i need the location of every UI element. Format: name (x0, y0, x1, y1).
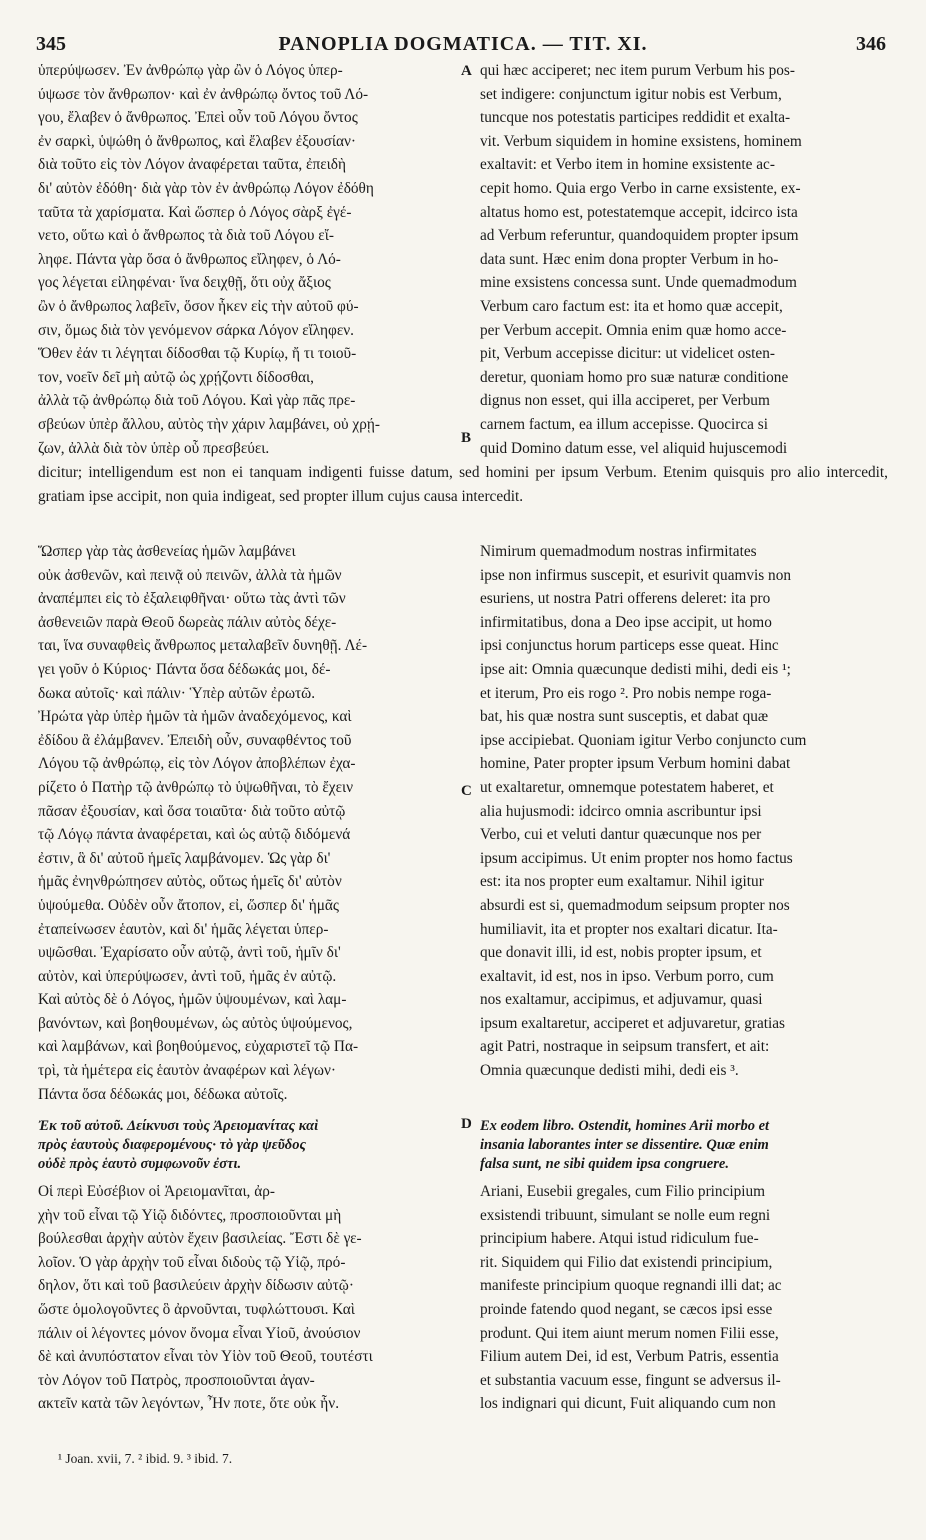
text-line: οὐκ ἀσθενῶν, καὶ πεινᾷ οὐ πεινῶν, ἀλλὰ τὰ ἡμῶν (38, 566, 342, 584)
text-line: Ἐκ τοῦ αὐτοῦ. Δείκνυσι τοὺς Ἀρειομανίτας καὶ (38, 1118, 319, 1134)
latin-column-section-1 (480, 59, 888, 460)
text-line: ipsum accipimus. Ut enim propter nos homo factus (480, 849, 793, 867)
text-line: νετο, οὕτω καὶ ὁ ἄνθρωπος τὰ διὰ τοῦ Λόγου εἴ- (38, 227, 334, 245)
text-line: esuriens, ut nostra Patri offerens deleret: ita pro (480, 590, 771, 608)
text-line: Verbo, cui et veluti dantur quæcunque nos per (480, 826, 762, 844)
text-line: cepit homo. Quia ergo Verbo in carne exsistente, ex- (480, 179, 801, 197)
text-line: deretur, quoniam homo pro suæ naturæ conditione (480, 368, 789, 386)
text-line: γος λέγεται εἰληφέναι· ἵνα δειχθῇ, ὅτι οὐχ ἄξιος (38, 274, 331, 292)
text-line: mine exsistens concessa sunt. Unde quemadmodum (480, 274, 797, 292)
text-line: βούλεσθαι ἀρχὴν αὐτὸν ἔχειν βασιλείας. Ἔστι δὲ γε- (38, 1230, 362, 1248)
text-line: ρίζετο ὁ Πατὴρ τῷ ἀνθρώπῳ τὸ ὑψωθῆναι, τὸ ἔχειν (38, 778, 354, 796)
latin-rubric (480, 1117, 888, 1174)
text-line: rit. Siquidem qui Filio dat existendi principium, (480, 1253, 773, 1271)
text-line: infirmitatibus, dona a Deo ipse accipit, ut homo (480, 613, 772, 631)
text-line: proinde fatendo quod negant, se cæcos ipsi esse (480, 1300, 773, 1318)
text-line: ad Verbum referuntur, quandoquidem propter ipsum (480, 227, 799, 245)
text-line: τον, νοεῖν δεῖ μὴ αὐτῷ ὡς χρῄζοντι δίδοσθαι, (38, 368, 314, 386)
text-line: Ὥσπερ γὰρ τὰς ἀσθενείας ἡμῶν λαμβάνει (38, 543, 296, 560)
text-line: falsa sunt, ne sibi quidem ipsa congruere. (480, 1156, 729, 1172)
text-line: alia hujusmodi: idcirco omnia ascribuntur ipsi (480, 802, 762, 820)
text-line: πάλιν οἱ λέγοντες μόνον ὄνομα εἶναι Υἱοῦ, ἀνούσιον (38, 1324, 361, 1342)
text-line: ακτεῖν κατὰ τῶν λεγόντων, Ἦν ποτε, ὅτε οὐκ ἦν. (38, 1395, 340, 1413)
greek-column-section-1 (38, 59, 456, 460)
text-line: pit, Verbum accepisse dicitur: ut videlicet osten- (480, 345, 775, 363)
text-line: δωκα αὐτοῖς· καὶ πάλιν· Ὑπὲρ αὐτῶν ἐρωτῶ. (38, 684, 316, 702)
greek-column-section-2 (38, 540, 456, 1106)
text-line: ipse non infirmus suscepit, et esurivit quamvis non (480, 566, 792, 584)
text-line: produnt. Qui item aiunt merum nomen Filii esse, (480, 1324, 779, 1342)
text-line: Omnia quæcunque dedisti mihi, dedi eis ³. (480, 1062, 739, 1080)
text-line: ἐδίδου ἃ ἐλάμβανεν. Ἐπειδὴ οὖν, συναφθέντος τοῦ (38, 731, 352, 749)
text-line: τῷ Λόγῳ πάντα ἀναφέρεται, καὶ ὡς αὐτῷ διδόμενά (38, 826, 351, 844)
text-line: Ex eodem libro. Ostendit, homines Arii morbo et (480, 1118, 770, 1134)
text-line: ipse accipiebat. Quoniam igitur Verbo conjuncto cum (480, 731, 807, 749)
text-line: altatus homo est, potestatemque accepit, idcirco ista (480, 203, 798, 221)
margin-marker-d: D (461, 1116, 472, 1132)
latin-column-section-3 (480, 1180, 888, 1416)
text-line: ληφε. Πάντα γὰρ ὅσα ὁ ἄνθρωπος εἴληφεν, ὁ Λό- (38, 250, 341, 268)
text-line: vit. Verbum siquidem in homine exsistens, hominem (480, 132, 802, 150)
text-line: τὸν Λόγον τοῦ Πατρὸς, προσποιοῦνται ἀγαν- (38, 1371, 315, 1389)
text-line: ἀσθενειῶν παρὰ Θεοῦ δωρεὰς πάλιν αὐτὸς δέχε- (38, 613, 337, 631)
text-line: Πάντα ὅσα δέδωκάς μοι, δέδωκα αὐτοῖς. (38, 1085, 288, 1103)
text-line: et substantia vacuum esse, fingunt se adversus il- (480, 1371, 781, 1389)
margin-marker-a: A (461, 63, 472, 79)
margin-marker-b: B (461, 430, 472, 446)
text-line: ὢν ὁ ἄνθρωπος λαβεῖν, ὅσον ἦκεν εἰς τὴν αὐτοῦ φύ- (38, 297, 359, 315)
text-line: καὶ λαμβάνων, καὶ βοηθούμενος, εὐχαριστεῖ τῷ Πα- (38, 1038, 359, 1056)
running-title: PANOPLIA DOGMATICA. — TIT. XI. (278, 33, 648, 55)
text-line: δι' αὐτὸν ἐδόθη· διὰ γὰρ τὸν ἐν ἀνθρώπῳ Λόγον ἐδόθη (38, 179, 374, 197)
text-line: ipsum exaltaretur, acciperet et adjuvaretur, gratias (480, 1014, 785, 1032)
text-line: et iterum, Pro eis rogo ². Pro nobis nempe roga- (480, 684, 772, 702)
text-line: ὑψούμεθα. Οὐδὲν οὖν ἄτοπον, εἰ, ὥσπερ δι' ἡμᾶς (38, 896, 339, 914)
greek-rubric (38, 1117, 456, 1174)
page-number-left: 345 (36, 33, 66, 55)
text-line: qui hæc acciperet; nec item purum Verbum his pos- (480, 62, 795, 79)
text-line: τρὶ, τὰ ἡμέτερα εἰς ἑαυτὸν ἀναφέρων καὶ λέγων· (38, 1062, 337, 1080)
text-line: tuncque nos potestatis participes reddidit et exalta- (480, 109, 791, 127)
text-line: bat, his quæ nostra sunt susceptis, et dabat quæ (480, 708, 769, 726)
text-line: exsistendi tribuunt, simulant se nolle eum regni (480, 1206, 771, 1224)
text-line: quid Domino datum esse, vel aliquid hujuscemodi (480, 439, 788, 457)
text-line: λοῖον. Ὁ γὰρ ἀρχὴν τοῦ εἶναι διδοὺς τῷ Υἱῷ, πρό- (38, 1253, 346, 1271)
text-line: ἡμᾶς ἐνηνθρώπησεν αὐτὸς, οὕτως ἡμεῖς δι' αὐτὸν (38, 873, 342, 891)
text-line: per Verbum accepit. Omnia enim quæ homo acce- (480, 321, 787, 339)
text-line: πᾶσαν ἐξουσίαν, καὶ ὅσα τοιαῦτα· διὰ τοῦτο αὐτῷ (38, 802, 346, 820)
text-line: manifeste principium quoque regnandi illi dat; ac (480, 1277, 782, 1295)
text-line: carnem factum, ea illum accepisse. Quocirca si (480, 415, 768, 433)
text-line: principium habere. Atqui istud ridiculum fue- (480, 1230, 759, 1248)
text-line: Nimirum quemadmodum nostras infirmitates (480, 543, 757, 560)
greek-column-section-3 (38, 1180, 456, 1416)
text-line: est: ita nos propter eum exaltamur. Nihil igitur (480, 873, 764, 891)
text-line: Filium autem Dei, id est, Verbum Patris, essentia (480, 1348, 779, 1366)
latin-full-width-paragraph (38, 461, 888, 508)
text-line: agit Patri, nostraque in seipsum transfert, et ait: (480, 1038, 770, 1056)
text-line: ἀλλὰ τῷ ἀνθρώπῳ διὰ τοῦ Λόγου. Καὶ γὰρ πᾶς πρε- (38, 392, 356, 410)
text-line: βανόντων, καὶ βοηθουμένων, ὡς αὐτὸς ὑψούμενος, (38, 1014, 353, 1032)
margin-marker-c: C (461, 783, 472, 799)
text-line: Λόγου τῷ ἀνθρώπῳ, εἰς τὸν Λόγον ἀποβλέπων ἐχα- (38, 755, 356, 773)
text-line: Οἱ περὶ Εὐσέβιον οἱ Ἀρειομανῖται, ἀρ- (38, 1183, 275, 1200)
text-line: homine, Pater propter ipsum Verbum homini dabat (480, 755, 791, 773)
text-line: exaltavit: et Verbo item in homine exsistente ac- (480, 156, 775, 174)
text-line: absurdi est si, quemadmodum seipsum propter nos (480, 896, 790, 914)
latin-column-section-2 (480, 540, 888, 1083)
text-line: Καὶ αὐτὸς δὲ ὁ Λόγος, ἡμῶν ὑψουμένων, καὶ λαμ- (38, 991, 347, 1009)
text-line: dignus non esset, qui illa acciperet, per Verbum (480, 392, 770, 410)
text-line: ut exaltaretur, omnemque potestatem haberet, et (480, 778, 774, 796)
text-line: σιν, ὅμως διὰ τὸν γενόμενον σάρκα Λόγον εἴληφεν. (38, 321, 355, 339)
text-line: ipsi conjunctus horum particeps esse queat. Hinc (480, 637, 779, 655)
text-line: exaltavit, id est, nos in ipso. Verbum porro, cum (480, 967, 774, 985)
text-line: ται, ἵνα συναφθεὶς ἄνθρωπος μεταλαβεῖν δυνηθῇ. Λέ- (38, 637, 368, 655)
text-line: σβεύων ὑπὲρ ἄλλου, αὐτὸς τὴν χάριν λαμβάνει, οὐ χρῄ- (38, 415, 380, 433)
text-line: Ὅθεν ἐάν τι λέγηται δίδοσθαι τῷ Κυρίῳ, ἤ τι τοιοῦ- (38, 345, 357, 363)
text-line: que donavit illi, id est, nobis propter ipsum, et (480, 944, 762, 962)
text-line: set indigere: conjunctum igitur nobis est Verbum, (480, 85, 782, 103)
text-line: δηλον, ὅτι καὶ τοῦ βασιλεύειν ἀρχὴν δίδωσιν αὐτῷ· (38, 1277, 354, 1295)
text-line: data sunt. Hæc enim dona propter Verbum in ho- (480, 250, 779, 268)
text-line: ἐταπείνωσεν ἑαυτὸν, καὶ δι' ἡμᾶς λέγεται ὑπερ- (38, 920, 329, 938)
footnotes: ¹ Joan. xvii, 7. ² ibid. 9. ³ ibid. 7. (58, 1451, 233, 1466)
text-line: πρὸς ἑαυτοὺς διαφερομένους· τὸ γὰρ ψεῦδος (38, 1137, 306, 1153)
text-line: insania laborantes inter se dissentire. Quæ enim (480, 1137, 769, 1153)
text-line: χὴν τοῦ εἶναι τῷ Υἱῷ διδόντες, προσποιοῦνται μὴ (38, 1206, 342, 1224)
text-line: los indignari qui dicunt, Fuit aliquando cum non (480, 1395, 776, 1413)
text-line: Ἠρώτα γὰρ ὑπὲρ ἡμῶν τὰ ἡμῶν ἀναδεχόμενος, καὶ (38, 708, 352, 726)
text-line: ὥστε ὁμολογοῦντες ὃ ἀρνοῦνται, τυφλώττουσι. Καὶ (38, 1300, 355, 1318)
text-line: Verbum caro factum est: ita et homo quæ accepit, (480, 297, 783, 315)
text-line: ὑπερύψωσεν. Ἐν ἀνθρώπῳ γὰρ ὢν ὁ Λόγος ὑπερ- (38, 62, 343, 79)
text-line: αὐτὸν, καὶ ὑπερύψωσεν, ἀντὶ τοῦ, ἡμᾶς ἐν αὐτῷ. (38, 967, 337, 985)
text-line: υψῶσθαι. Ἐχαρίσατο οὖν αὐτῷ, ἀντὶ τοῦ, ἡμῖν δι' (38, 944, 341, 962)
page-number-right: 346 (856, 33, 886, 55)
text-line: ἐν σαρκὶ, ὑψώθη ὁ ἄνθρωπος, καὶ ἔλαβεν ἐξουσίαν· (38, 132, 357, 150)
text-line: ἐστιν, ἃ δι' αὐτοῦ ἡμεῖς λαμβάνομεν. Ὡς γὰρ δι' (38, 849, 331, 867)
text-line: ύψωσε τὸν ἄνθρωπον· καὶ ἐν ἀνθρώπῳ ὄντος τοῦ Λό- (38, 85, 369, 103)
text-line: γου, ἔλαβεν ὁ ἄνθρωπος. Ἐπεὶ οὖν τοῦ Λόγου ὄντος (38, 109, 358, 127)
text-line: διὰ τοῦτο εἰς τὸν Λόγον ἀναφέρεται ταῦτα, ἐπειδὴ (38, 156, 346, 174)
text-line: ζων, ἀλλὰ διὰ τὸν ὑπὲρ οὗ πρεσβεύει. (38, 439, 270, 457)
text-line: ἀναπέμπει εἰς τὸ ἐξαλειφθῆναι· οὕτω τὰς ἀντὶ τῶν (38, 590, 346, 608)
text-line: ipse ait: Omnia quæcunque dedisti mihi, dedi eis ¹; (480, 660, 791, 678)
text-line: ταῦτα τὰ χαρίσματα. Καὶ ὥσπερ ὁ Λόγος σὰρξ ἐγέ- (38, 203, 352, 221)
text-line: γει γοῦν ὁ Κύριος· Πάντα ὅσα δέδωκάς μοι, δέ- (38, 660, 331, 678)
latin-continuation-text: dicitur; intelligendum est non ei tanquam indigenti fuisse datum, sed homini per ipsum Verbum. Etenim quisquis pro alio intercedit, gratiam ipse accipit, non quia indigeat, sed propter illum cujus causa intercedit. (38, 464, 888, 505)
text-line: humiliavit, ita et propter nos exaltari dicatur. Ita- (480, 920, 778, 938)
text-line: nos exaltamur, accipimus, et adjuvamur, quasi (480, 991, 763, 1009)
text-line: δὲ καὶ ἀνυπόστατον εἶναι τὸν Υἱὸν τοῦ Θεοῦ, τουτέστι (38, 1348, 373, 1366)
text-line: Ariani, Eusebii gregales, cum Filio principium (480, 1183, 766, 1200)
text-line: οὐδὲ πρὸς ἑαυτὸ συμφωνοῦν ἐστι. (38, 1156, 242, 1172)
